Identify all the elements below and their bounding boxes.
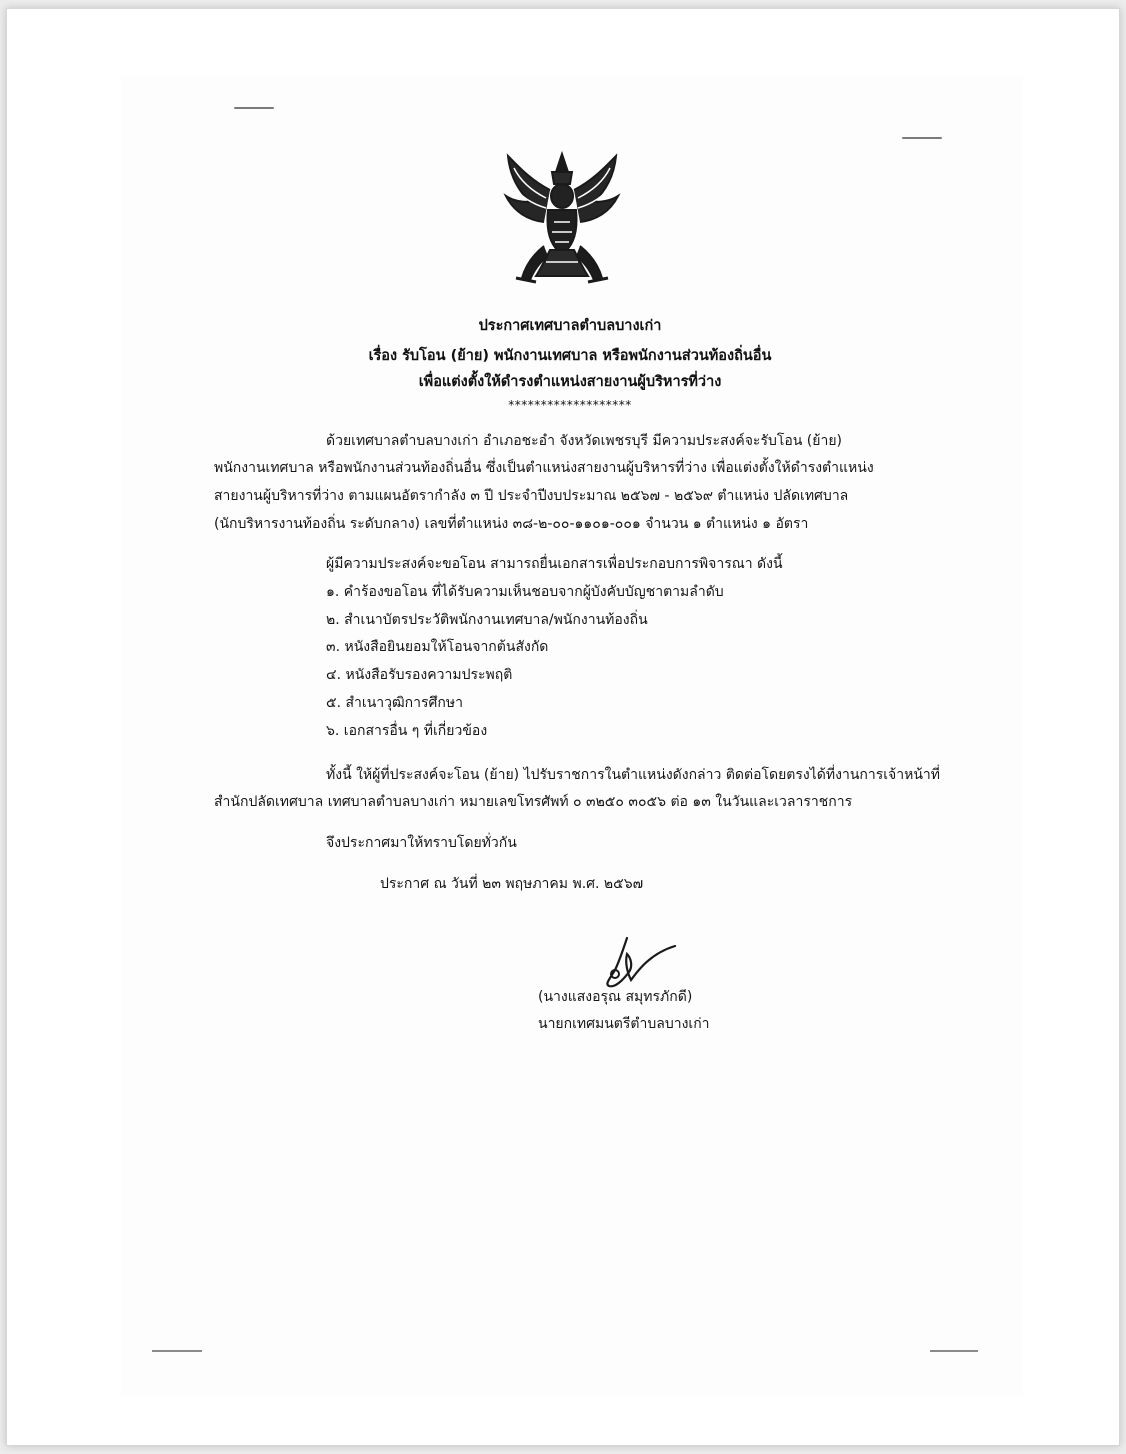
- requirement-item: ๓. หนังสือยินยอมให้โอนจากต้นสังกัด: [326, 639, 549, 655]
- scan-mark-top-left: [234, 107, 274, 109]
- announcement-closing: จึงประกาศมาให้ทราบโดยทั่วกัน: [326, 835, 517, 851]
- requirements-intro: ผู้มีความประสงค์จะขอโอน สามารถยื่นเอกสารเพื่อประกอบการพิจารณา ดังนี้: [326, 556, 783, 572]
- paragraph1-line-2: พนักงานเทศบาล หรือพนักงานส่วนท้องถิ่นอื่น ซึ่งเป็นตำแหน่งสายงานผู้บริหารที่ว่าง เพื่อแต่งตั้งให้ดำรงตำแหน่ง: [214, 460, 874, 476]
- announcement-title: ประกาศเทศบาลตำบลบางเก่า: [478, 318, 662, 334]
- requirement-item: ๖. เอกสารอื่น ๆ ที่เกี่ยวข้อง: [326, 723, 488, 739]
- requirement-item: ๑. คำร้องขอโอน ที่ได้รับความเห็นชอบจากผู้บังคับบัญชาตามลำดับ: [326, 584, 724, 600]
- scan-mark-top-right: [902, 137, 942, 139]
- garuda-emblem-icon: [500, 150, 624, 290]
- requirement-item: ๕. สำเนาวุฒิการศึกษา: [326, 695, 463, 711]
- signer-title: นายกเทศมนตรีตำบลบางเก่า: [538, 1016, 710, 1032]
- announcement-date: ประกาศ ณ วันที่ ๒๓ พฤษภาคม พ.ศ. ๒๕๖๗: [380, 876, 644, 892]
- paragraph2-line-2: สำนักปลัดเทศบาล เทศบาลตำบลบางเก่า หมายเลขโทรศัพท์ ๐ ๓๒๕๐ ๓๐๕๖ ต่อ ๑๓ ในวันและเวลาราชการ: [214, 794, 853, 810]
- requirement-item: ๒. สำเนาบัตรประวัติพนักงานเทศบาล/พนักงานท้องถิ่น: [326, 612, 648, 628]
- signer-name: (นางแสงอรุณ สมุทรภักดี): [538, 989, 693, 1005]
- scan-mark-bottom-left: [152, 1350, 202, 1352]
- requirement-item: ๔. หนังสือรับรองความประพฤติ: [326, 667, 513, 683]
- announcement-subject: เรื่อง รับโอน (ย้าย) พนักงานเทศบาล หรือพนักงานส่วนท้องถิ่นอื่น: [368, 348, 772, 364]
- announcement-subject-continued: เพื่อแต่งตั้งให้ดำรงตำแหน่งสายงานผู้บริหารที่ว่าง: [418, 374, 722, 390]
- paragraph2-line-1: ทั้งนี้ ให้ผู้ที่ประสงค์จะโอน (ย้าย) ไปรับราชการในตำแหน่งดังกล่าว ติดต่อโดยตรงได้ที่งานการเจ้าหน้าที่: [326, 767, 940, 783]
- paragraph1-line-4: (นักบริหารงานท้องถิ่น ระดับกลาง) เลขที่ตำแหน่ง ๓๘-๒-๐๐-๑๑๐๑-๐๐๑ จำนวน ๑ ตำแหน่ง ๑ อัตรา: [214, 516, 809, 532]
- paragraph1-line-3: สายงานผู้บริหารที่ว่าง ตามแผนอัตรากำลัง ๓ ปี ประจำปีงบประมาณ ๒๕๖๗ - ๒๕๖๙ ตำแหน่ง ปลัดเทศบาล: [214, 488, 849, 504]
- separator-stars: *******************: [508, 398, 632, 412]
- scan-mark-bottom-right: [930, 1350, 978, 1352]
- paragraph1-line-1: ด้วยเทศบาลตำบลบางเก่า อำเภอชะอำ จังหวัดเพชรบุรี มีความประสงค์จะรับโอน (ย้าย): [326, 433, 842, 449]
- handwritten-signature: [585, 932, 680, 990]
